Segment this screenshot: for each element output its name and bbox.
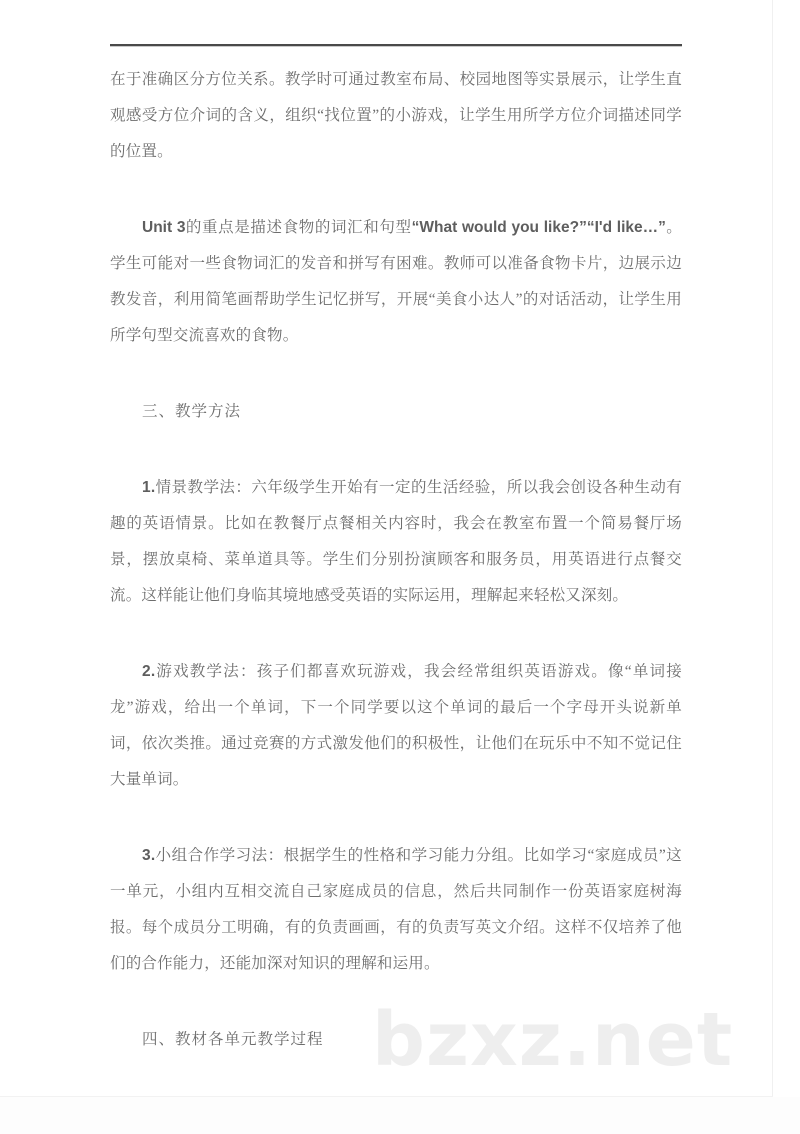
method-item-three <box>110 838 682 982</box>
paragraph-unit3 <box>110 210 682 354</box>
document-body <box>110 62 682 1076</box>
page-edge-right <box>772 0 773 1097</box>
list-marker-three: 3. <box>142 847 156 864</box>
english-quote-two: “I'd like…” <box>586 219 666 236</box>
paragraph-continuation: 在于准确区分方位关系。教学时可通过教室布局、校园地图等实景展示，让学生直观感受方位介词的含义，组织“找位置”的小游戏，让学生用所学方位介词描述同学的位置。 <box>110 71 682 160</box>
method-one-text: 情景教学法：六年级学生开始有一定的生活经验，所以我会创设各种生动有趣的英语情景。比如在教餐厅点餐相关内容时，我会在教室布置一个简易餐厅场景，摆放桌椅、菜单道具等。学生们分别扮演顾客和服务员，用英语进行点餐交流。这样能让他们身临其境地感受英语的实际运用，理解起来轻松又深刻。 <box>110 479 682 604</box>
method-three-text: 小组合作学习法：根据学生的性格和学习能力分组。比如学习“家庭成员”这一单元，小组内互相交流自己家庭成员的信息，然后共同制作一份英语家庭树海报。每个成员分工明确，有的负责画画，有的负责写英文介绍。这样不仅培养了他们的合作能力，还能加深对知识的理解和运用。 <box>110 847 682 972</box>
section-spacer-three <box>110 372 682 394</box>
header-rule <box>110 44 682 46</box>
list-spacer-two <box>110 816 682 838</box>
method-two-text: 游戏教学法：孩子们都喜欢玩游戏，我会经常组织英语游戏。像“单词接龙”游戏，给出一个单词，下一个同学要以这个单词的最后一个字母开头说新单词，依次类推。通过竞赛的方式激发他们的积极性，让他们在玩乐中不知不觉记住大量单词。 <box>110 663 682 788</box>
method-item-two <box>110 654 682 798</box>
method-item-one <box>110 470 682 614</box>
unit3-text-after: 。学生可能对一些食物词汇的发音和拼写有困难。教师可以准备食物卡片，边展示边教发音，利用简笔画帮助学生记忆拼写，开展“美食小达人”的对话活动，让学生用所学句型交流喜欢的食物。 <box>110 219 682 344</box>
paragraph-spacer <box>110 188 682 210</box>
list-marker-two: 2. <box>142 663 156 680</box>
list-marker-one: 1. <box>142 479 156 496</box>
site-watermark: bzxz.net <box>372 997 734 1083</box>
heading-spacer-three <box>110 448 682 470</box>
unit-label: Unit 3 <box>142 219 186 236</box>
section-heading-four: 四、教材各单元教学过程 <box>142 1031 324 1048</box>
list-spacer-one <box>110 632 682 654</box>
section-heading-three: 三、教学方法 <box>142 403 242 420</box>
page-margin-bottom <box>0 1097 800 1134</box>
unit3-text-before: 的重点是描述食物的词汇和句型 <box>185 219 412 236</box>
english-quote-one: “What would you like?” <box>411 219 587 236</box>
